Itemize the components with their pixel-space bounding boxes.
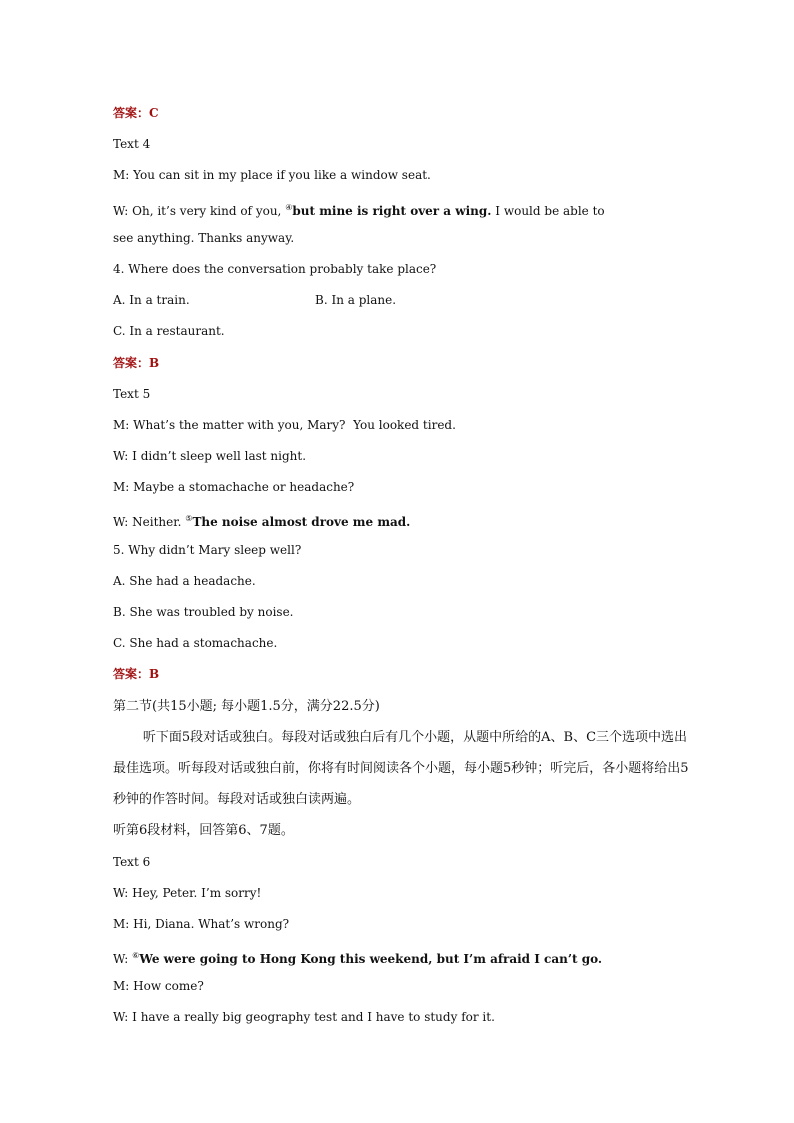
text5-title: Text 5 [113, 386, 151, 401]
text5-line-3: M: Maybe a stomachache or headache? [113, 480, 355, 495]
circled-6-marker: ⑥ [132, 951, 140, 961]
question-4-option-c: C. In a restaurant. [113, 324, 225, 339]
question-4-options-row [113, 285, 693, 316]
question-5: 5. Why didn’t Mary sleep well? [113, 542, 302, 557]
text4-line-2 [113, 192, 693, 223]
text5-line-1: M: What’s the matter with you, Mary? You looked tired. [113, 417, 456, 432]
text6-line-4: M: How come? [113, 979, 204, 994]
text4-line-3: see anything. Thanks anyway. [113, 230, 295, 245]
section-2-heading: 第二节(共15小题; 每小题1.5分，满分22.5分) [113, 698, 380, 714]
material-6-instruction: 听第6段材料，回答第6、7题。 [113, 823, 294, 839]
text4-line-2-end: I would be able to [491, 203, 605, 218]
text6-line-1: W: Hey, Peter. I’m sorry! [113, 885, 262, 900]
text4-line-1: M: You can sit in my place if you like a window seat. [113, 168, 431, 183]
text6-title: Text 6 [113, 854, 151, 869]
text6-key-sentence: We were going to Hong Kong this weekend, but I’m afraid I can’t go. [139, 952, 603, 967]
text4-line-2-start: W: Oh, it’s very kind of you, [113, 203, 286, 218]
question-4-option-b: B. In a plane. [315, 293, 397, 308]
section-2-instructions: 听下面5段对话或独白。每段对话或独白后有几个小题，从题中所给的A、B、C三个选项中选出最佳选项。听每段对话或独白前，你将有时间阅读各个小题，每小题5秒钟；听完后，各小题将给出5秒钟的作答时间。每段对话或独白读两遍。 [113, 729, 689, 808]
question-4-option-a: A. In a train. [113, 293, 190, 308]
document-page [113, 98, 693, 1034]
text5-line-4-start: W: Neither. [113, 515, 186, 530]
text6-line-5: W: I have a really big geography test and I have to study for it. [113, 1010, 495, 1025]
question-5-option-c: C. She had a stomachache. [113, 636, 278, 651]
text5-key-sentence: The noise almost drove me mad. [192, 515, 411, 530]
text6-line-2: M: Hi, Diana. What’s wrong? [113, 916, 290, 931]
answer-4: 答案：B [113, 355, 160, 370]
text6-line-3 [113, 940, 693, 971]
text4-title: Text 4 [113, 137, 151, 152]
answer-5: 答案：B [113, 667, 160, 682]
question-4: 4. Where does the conversation probably take place? [113, 261, 437, 276]
circled-4-marker: ④ [285, 202, 293, 212]
circled-5-marker: ⑤ [185, 514, 193, 524]
text5-line-4 [113, 503, 693, 534]
text5-line-2: W: I didn’t sleep well last night. [113, 449, 307, 464]
text6-line-3-start: W: [113, 952, 133, 967]
question-5-option-b: B. She was troubled by noise. [113, 605, 294, 619]
answer-3: 答案：C [113, 106, 159, 120]
text4-key-sentence: but mine is right over a wing. [292, 203, 492, 218]
question-5-option-a: A. She had a headache. [113, 573, 256, 588]
